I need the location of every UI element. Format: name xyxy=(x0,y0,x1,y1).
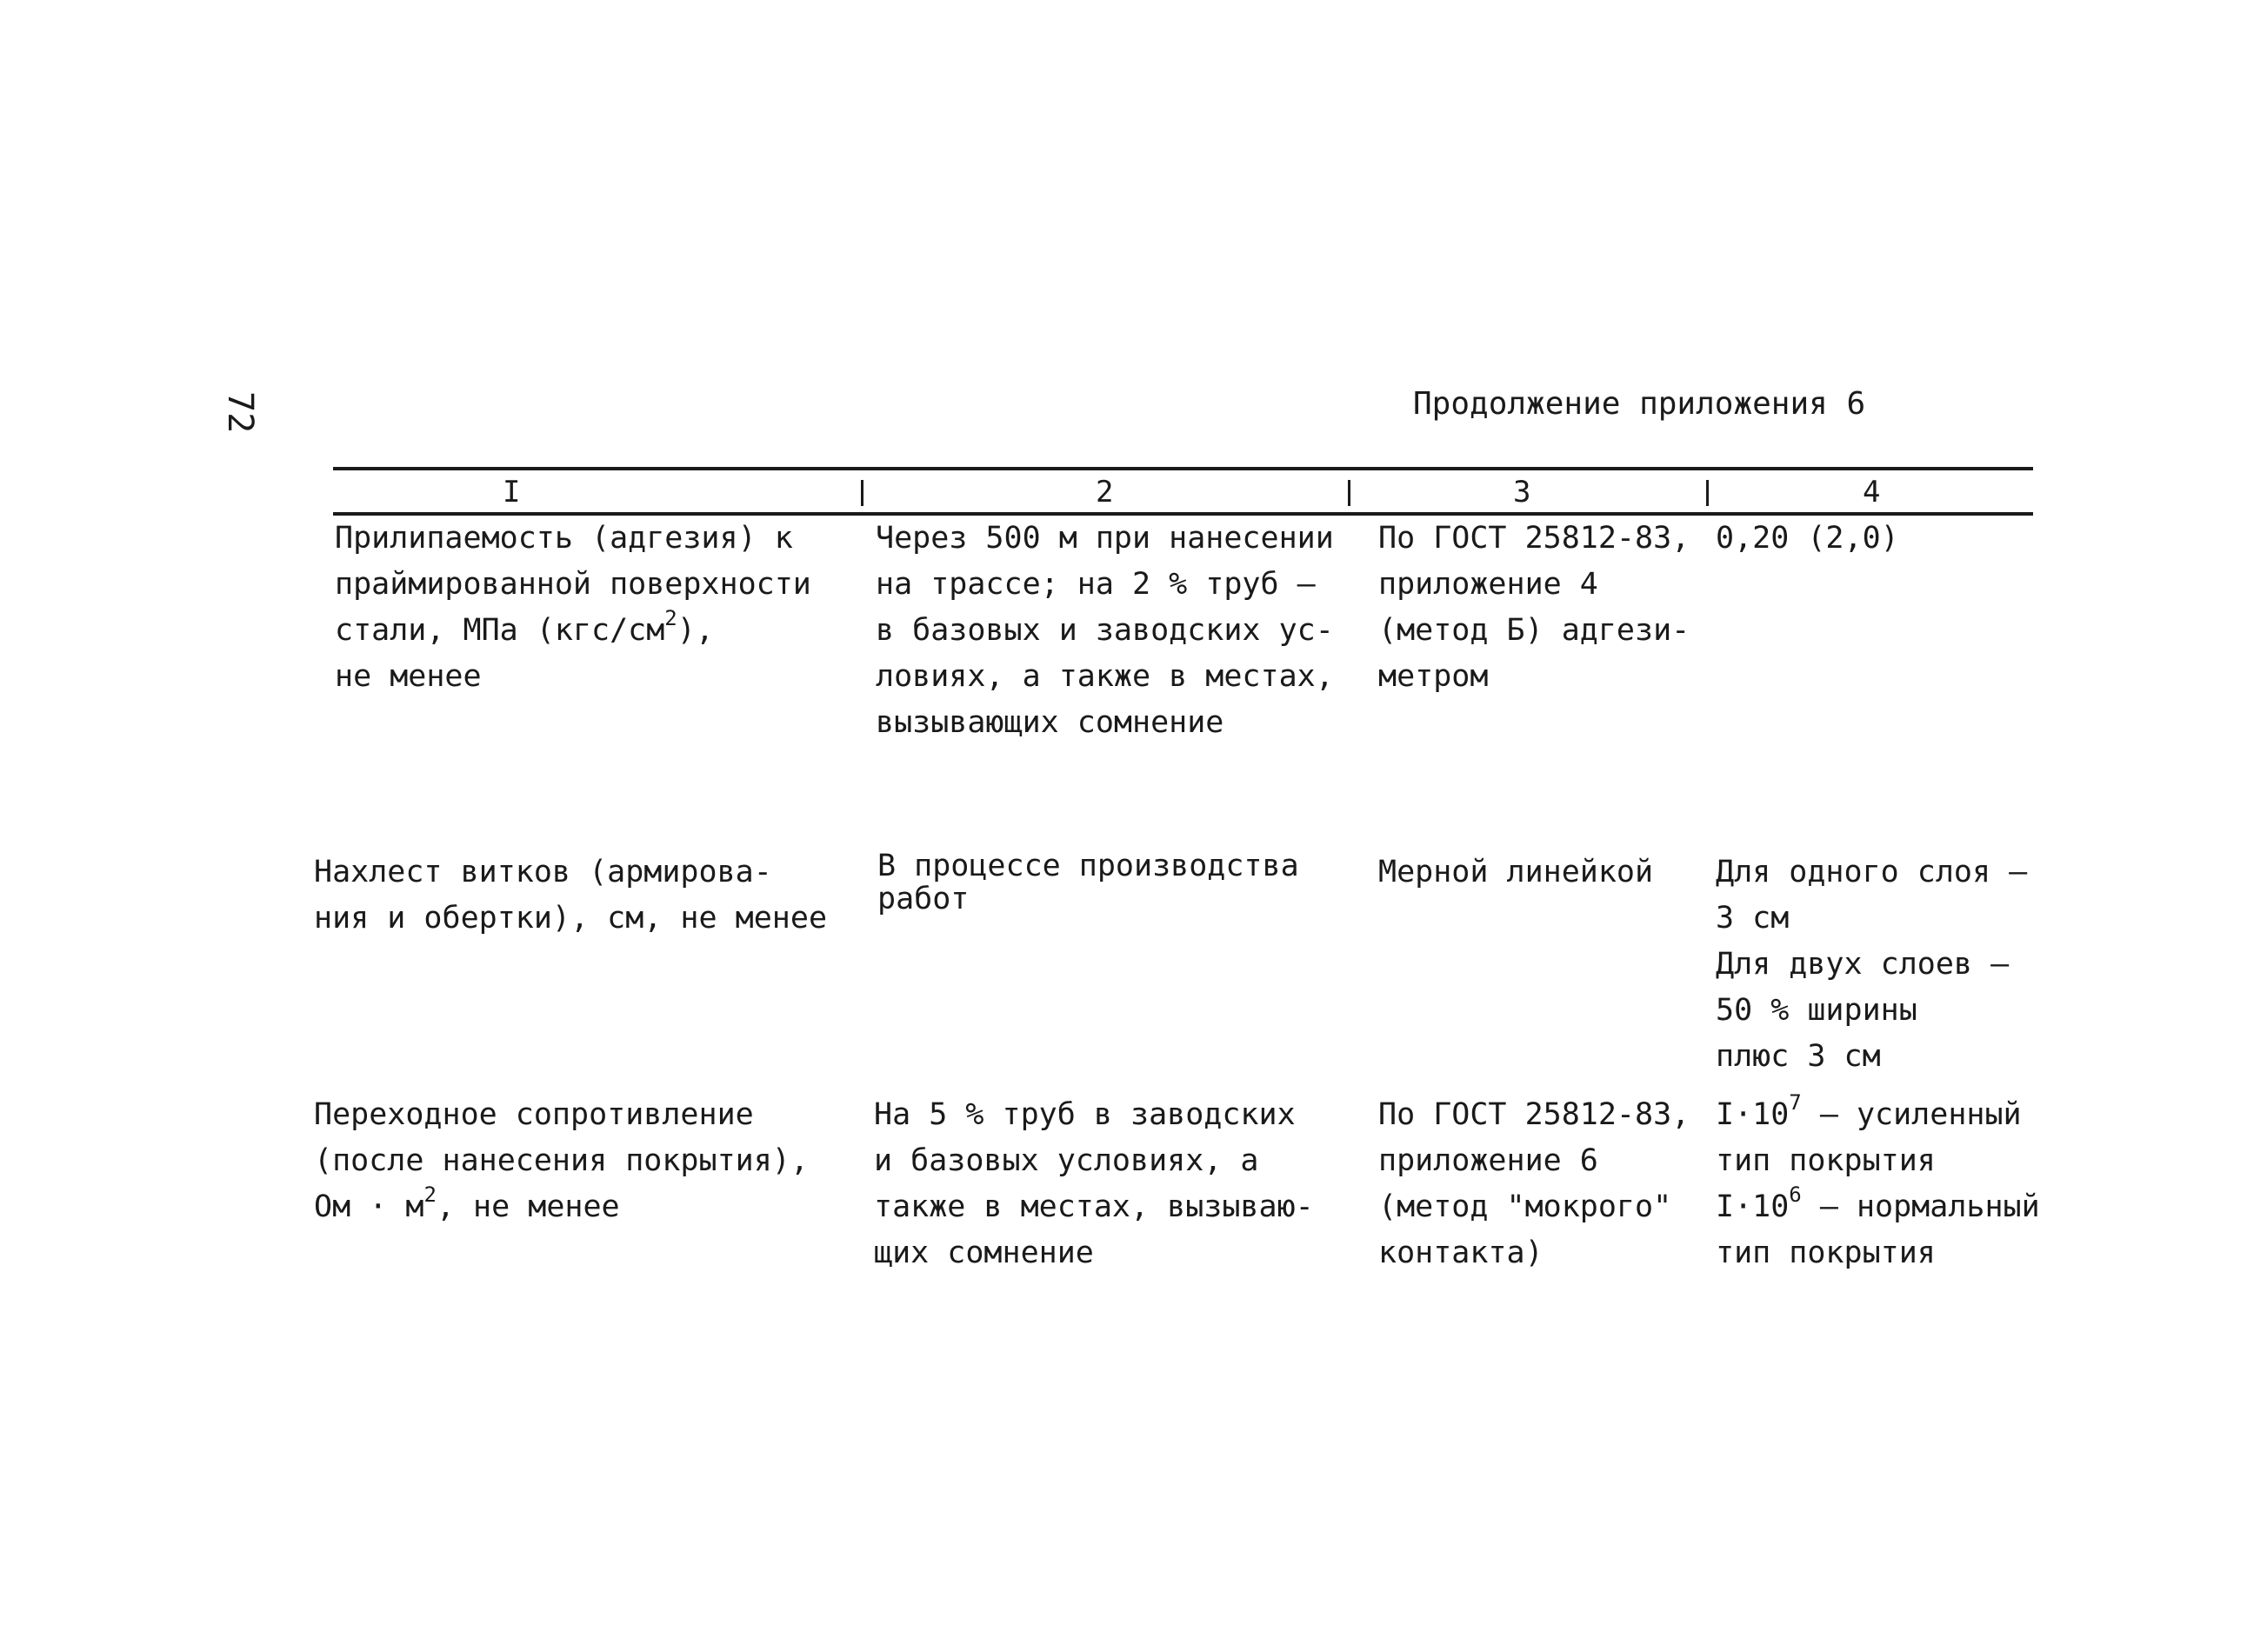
column-header-4: 4 xyxy=(1863,475,1881,510)
superscript: 2 xyxy=(664,606,677,631)
table-cell-row1-col4: 0,20 (2,0) xyxy=(1716,521,1899,556)
cell-text: – нормальный тип покрытия xyxy=(1716,1189,2040,1270)
cell-text: ), не менее xyxy=(335,613,714,694)
superscript: 7 xyxy=(1789,1090,1802,1116)
column-separator xyxy=(1706,480,1709,506)
column-separator xyxy=(861,480,863,506)
continuation-title: Продолжение приложения 6 xyxy=(1413,386,1866,422)
table-cell-row2-col1: Нахлест витков (армирова- ния и обертки), см, не менее xyxy=(314,855,828,936)
cell-text: I·10 xyxy=(1716,1097,1790,1132)
superscript: 2 xyxy=(423,1182,437,1208)
column-separator xyxy=(1348,480,1350,506)
superscript: 6 xyxy=(1789,1182,1802,1208)
table-cell-row1-col2: Через 500 м при нанесении на трассе; на 2 % труб – в базовых и заводских ус- ловиях, а также в местах, вызывающих сомнение xyxy=(876,521,1334,740)
table-cell-row3-col3: По ГОСТ 25812-83, приложение 6 (метод "мокрого" контакта) xyxy=(1378,1097,1690,1270)
table-cell-row1-col1 xyxy=(335,516,839,700)
table-cell-row3-col4 xyxy=(1716,1092,2064,1276)
table-cell-row2-col2: В процессе производства работ xyxy=(877,849,1299,916)
column-header-3: 3 xyxy=(1513,475,1531,510)
cell-text: I·10 xyxy=(1716,1189,1790,1224)
table-cell-row3-col1 xyxy=(314,1092,853,1230)
cell-text: Переходное сопротивление (после нанесения покрытия), Ом · м xyxy=(314,1097,809,1224)
column-header-1: I xyxy=(503,475,521,510)
table-cell-row2-col4: Для одного слоя – 3 см Для двух слоев – 50 % ширины плюс 3 см xyxy=(1716,855,2028,1074)
table-cell-row3-col2: На 5 % труб в заводских и базовых условиях, а также в местах, вызываю- щих сомнение xyxy=(874,1097,1314,1270)
cell-text: , не менее xyxy=(436,1189,620,1224)
table-top-rule xyxy=(333,467,2033,470)
page-number: 72 xyxy=(220,391,260,434)
cell-text: Прилипаемость (адгезия) к праймированной поверхности стали, МПа (кгс/см xyxy=(335,521,811,648)
table-header-row xyxy=(0,475,2267,510)
table-cell-row1-col3: По ГОСТ 25812-83, приложение 4 (метод Б) адгези- метром xyxy=(1378,521,1690,694)
column-header-2: 2 xyxy=(1096,475,1114,510)
cell-text: – усиленный тип покрытия xyxy=(1716,1097,2022,1178)
table-cell-row2-col3: Мерной линейкой xyxy=(1378,855,1654,889)
